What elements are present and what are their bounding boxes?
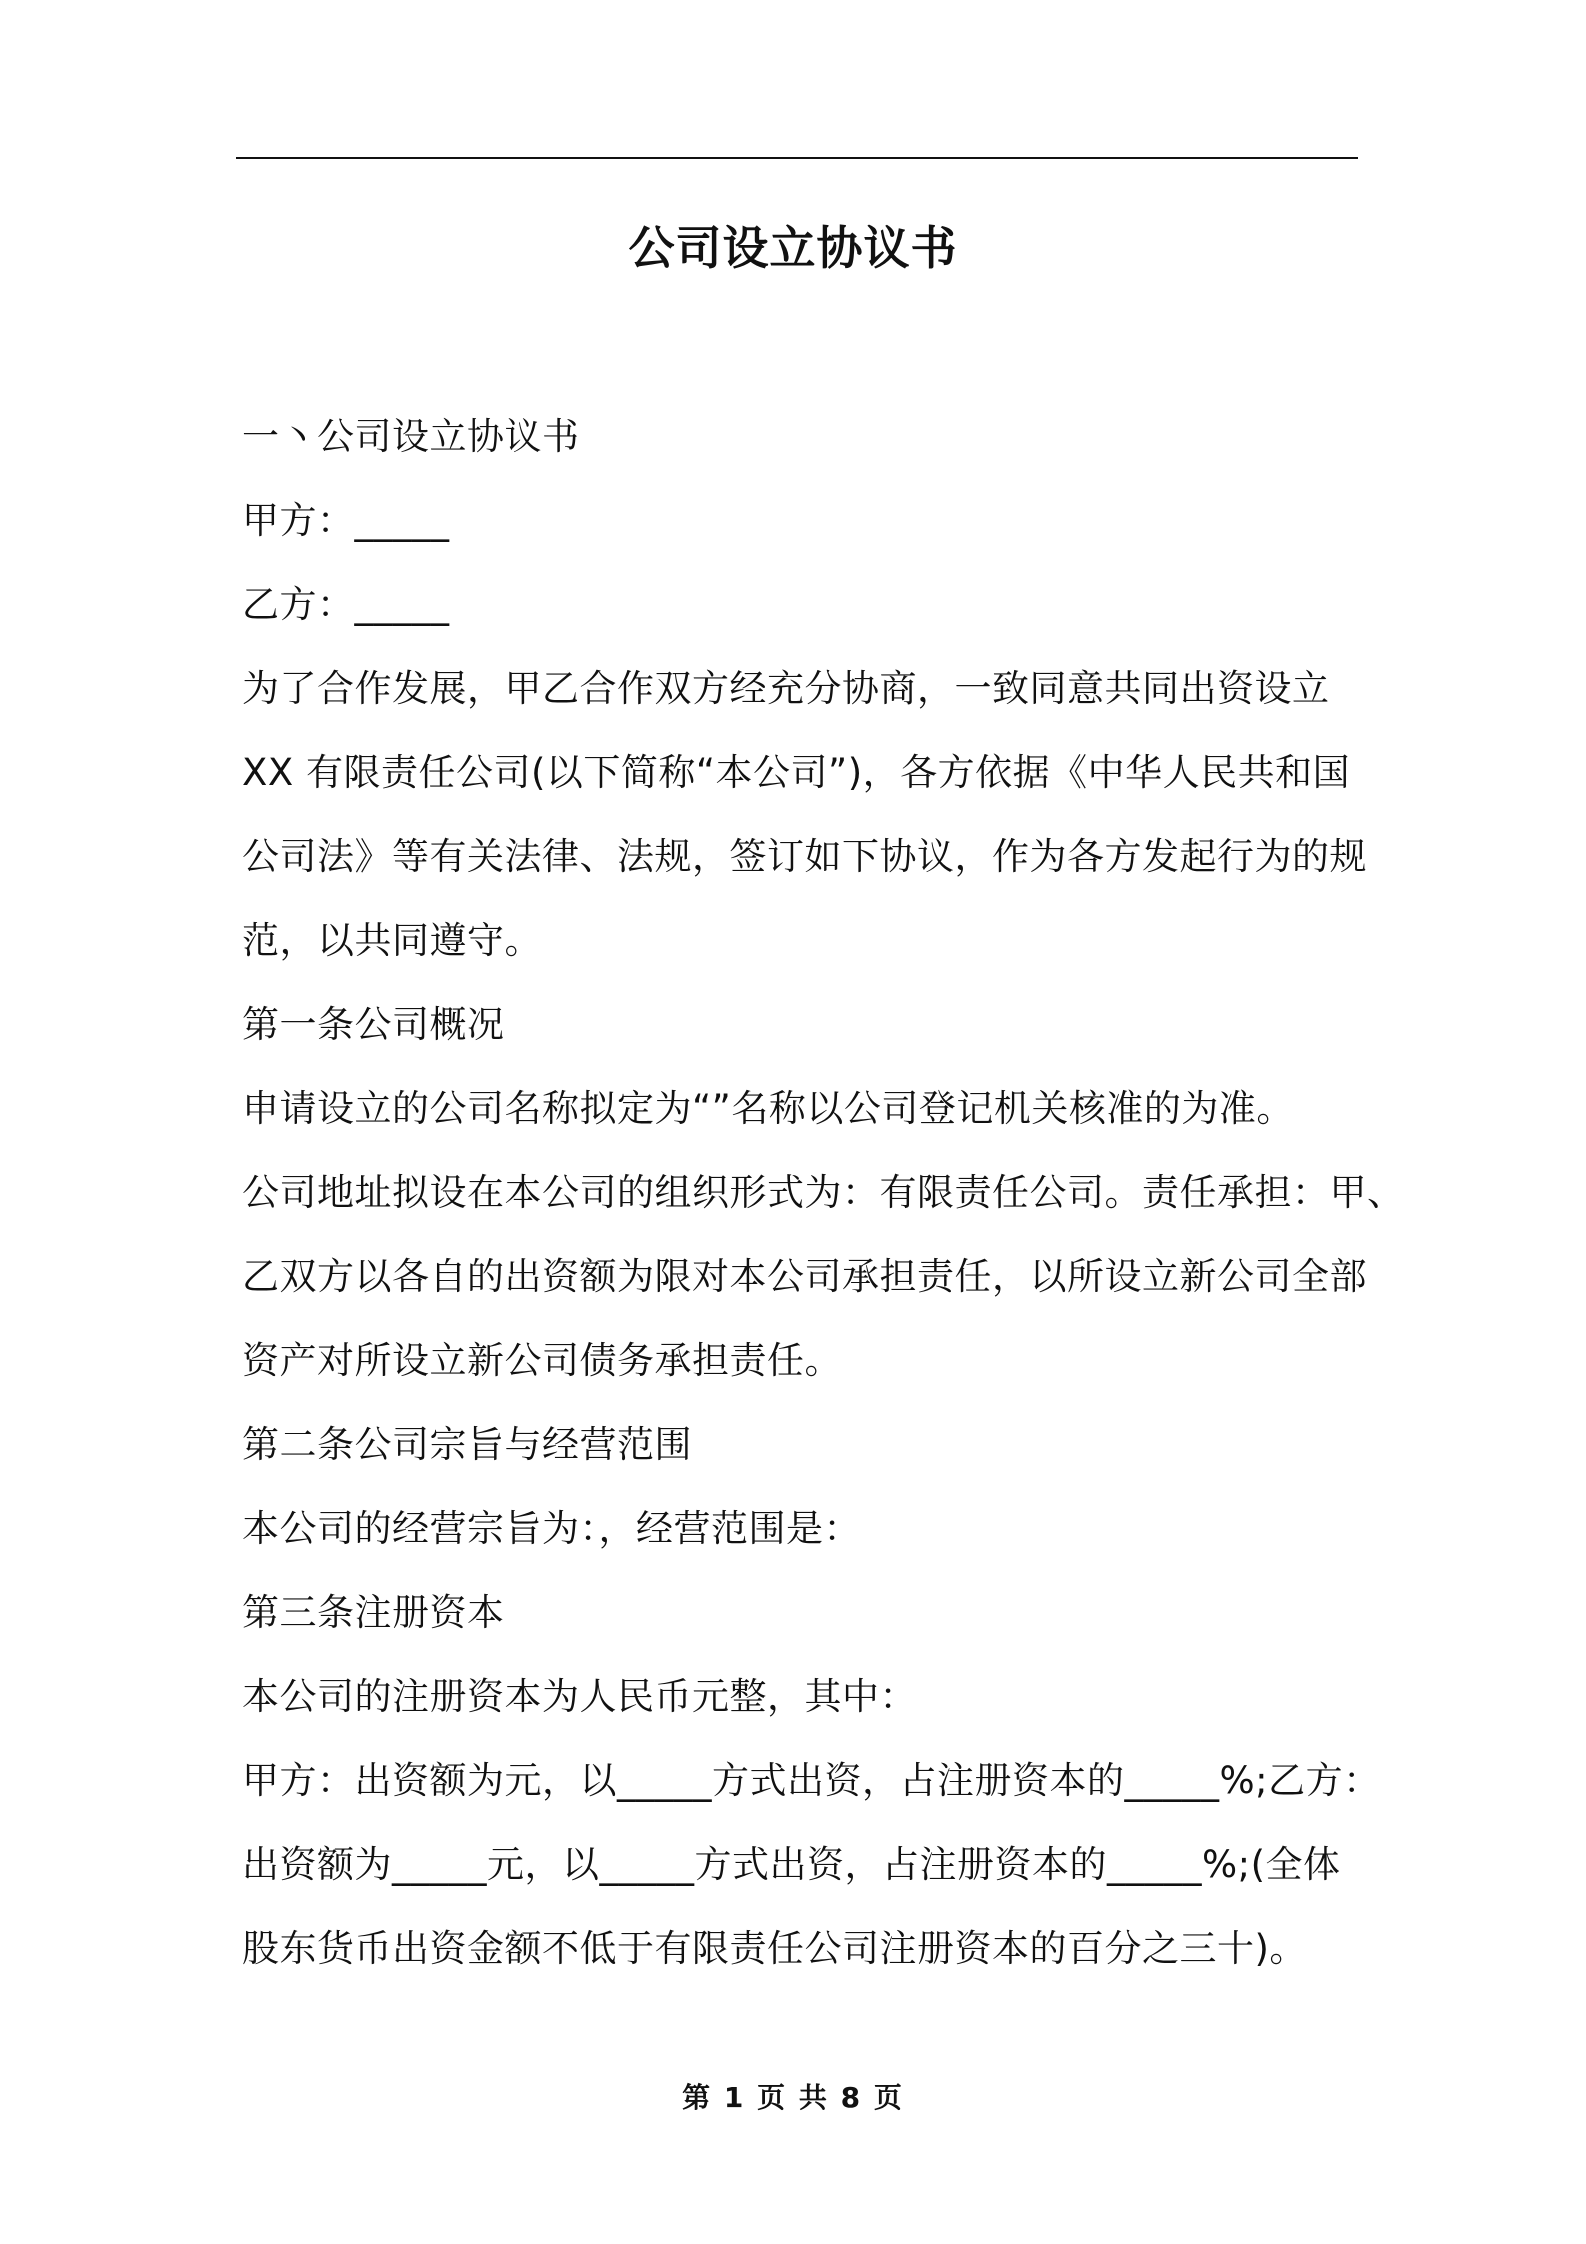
document-title: 公司设立协议书 bbox=[628, 221, 958, 275]
header-rule bbox=[236, 157, 1358, 159]
paragraph-line: 公司法》等有关法律、法规，签订如下协议，作为各方发起行为的规 bbox=[242, 835, 1367, 878]
article-heading: 第三条注册资本 bbox=[242, 1591, 505, 1634]
paragraph-line: 资产对所设立新公司债务承担责任。 bbox=[242, 1339, 842, 1382]
paragraph-line: XX 有限责任公司(以下简称“本公司”)，各方依据《中华人民共和国 bbox=[242, 751, 1351, 794]
paragraph-line: 甲方：出资额为元，以_____方式出资，占注册资本的_____%;乙方： bbox=[242, 1759, 1381, 1802]
paragraph-line: 本公司的经营宗旨为：，经营范围是： bbox=[242, 1507, 861, 1550]
document-body bbox=[242, 395, 1405, 1991]
party-a-line: 甲方：_____ bbox=[242, 499, 450, 542]
party-b-line: 乙方：_____ bbox=[242, 583, 450, 626]
paragraph-line: 本公司的注册资本为人民币元整，其中： bbox=[242, 1675, 917, 1718]
paragraph-line: 乙双方以各自的出资额为限对本公司承担责任，以所设立新公司全部 bbox=[242, 1255, 1367, 1298]
paragraph-line: 出资额为_____元，以_____方式出资，占注册资本的_____%;(全体 bbox=[242, 1843, 1341, 1886]
paragraph-line: 范，以共同遵守。 bbox=[242, 919, 542, 962]
page-number-footer: 第 1 页 共 8 页 bbox=[682, 2081, 904, 2114]
article-heading: 第二条公司宗旨与经营范围 bbox=[242, 1423, 692, 1466]
article-heading: 第一条公司概况 bbox=[242, 1003, 505, 1046]
paragraph-line: 为了合作发展，甲乙合作双方经充分协商，一致同意共同出资设立 bbox=[242, 667, 1330, 710]
paragraph-line: 申请设立的公司名称拟定为“”名称以公司登记机关核准的为准。 bbox=[242, 1087, 1294, 1130]
paragraph-line: 公司地址拟设在本公司的组织形式为：有限责任公司。责任承担：甲、 bbox=[242, 1171, 1405, 1214]
section-heading: 一丶公司设立协议书 bbox=[242, 415, 580, 458]
paragraph-line: 股东货币出资金额不低于有限责任公司注册资本的百分之三十)。 bbox=[242, 1927, 1307, 1970]
